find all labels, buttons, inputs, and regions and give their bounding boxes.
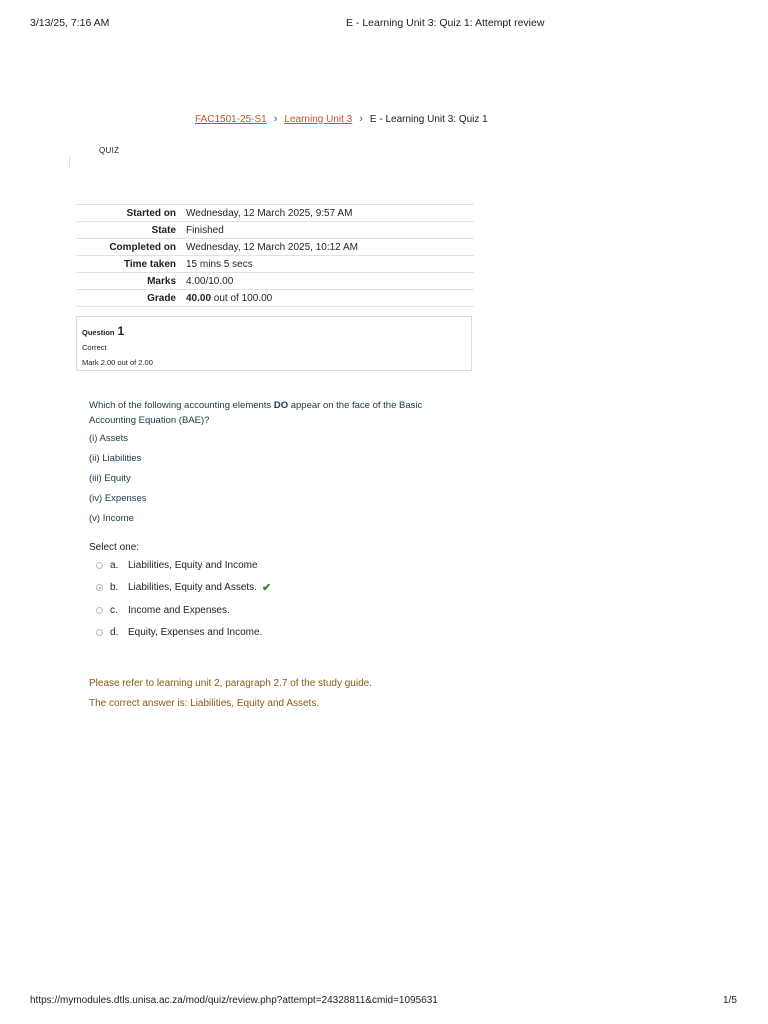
answer-option[interactable] — [96, 558, 271, 572]
breadcrumb — [195, 113, 488, 125]
answer-letter: c. — [110, 604, 118, 616]
summary-value: 4.00/10.00 — [186, 275, 234, 287]
summary-row — [76, 256, 474, 273]
summary-value: 15 mins 5 secs — [186, 258, 253, 270]
question-state: Correct — [82, 343, 107, 352]
breadcrumb-current: E - Learning Unit 3: Quiz 1 — [369, 113, 488, 125]
summary-value: Finished — [186, 224, 224, 236]
print-url: https://mymodules.dtls.unisa.ac.za/mod/quiz/review.php?attempt=24328811&cmid=1095631 — [30, 995, 438, 1006]
summary-row — [76, 222, 474, 239]
question-text: Which of the following accounting elements DO appear on the face of the Basic Accounting Equation (BAE)? — [89, 400, 423, 426]
question-item: (i) Assets — [89, 433, 129, 444]
chevron-right-icon: › — [273, 113, 278, 125]
answer-letter: b. — [110, 582, 119, 593]
question-items — [89, 433, 147, 533]
summary-row — [76, 205, 474, 222]
summary-label: Completed on — [109, 241, 176, 253]
print-page-number: 1/5 — [723, 995, 737, 1006]
summary-label: Grade — [147, 292, 176, 304]
answer-letter: d. — [110, 627, 119, 638]
quiz-icon — [69, 156, 70, 167]
answer-text: Liabilities, Equity and Income — [128, 559, 258, 571]
answer-radio[interactable] — [96, 562, 103, 569]
question-emphasis: DO — [273, 400, 289, 411]
breadcrumb-course-link[interactable]: FAC1501-25-S1 — [195, 113, 267, 125]
question-item: (iv) Expenses — [89, 493, 147, 504]
correct-check-icon: ✔ — [261, 582, 272, 594]
answer-option[interactable] — [96, 603, 271, 617]
attempt-summary-table — [76, 204, 474, 307]
general-feedback: Please refer to learning unit 2, paragraph 2.7 of the study guide. — [89, 678, 372, 689]
question-info — [76, 316, 472, 371]
answer-option[interactable] — [96, 626, 271, 640]
chevron-right-icon: › — [359, 113, 363, 125]
answer-option[interactable] — [96, 581, 271, 595]
question-number: 1 — [117, 324, 125, 338]
breadcrumb-unit-link[interactable]: Learning Unit 3 — [284, 113, 353, 125]
grade-value: 40.00 out of 100.00 — [186, 292, 273, 304]
answer-radio[interactable] — [96, 629, 103, 636]
summary-value: Wednesday, 12 March 2025, 9:57 AM — [186, 207, 353, 219]
question-title: Question — [82, 328, 115, 337]
question-mark: Mark 2.00 out of 2.00 — [82, 358, 153, 367]
right-answer: The correct answer is: Liabilities, Equity and Assets. — [89, 698, 320, 709]
summary-row — [76, 273, 474, 290]
answer-text: Equity, Expenses and Income. — [128, 627, 263, 638]
question-item: (v) Income — [89, 513, 134, 524]
question-item: (ii) Liabilities — [89, 453, 142, 464]
summary-value: Wednesday, 12 March 2025, 10:12 AM — [186, 241, 358, 253]
print-page-title: E - Learning Unit 3: Quiz 1: Attempt review — [346, 17, 545, 29]
summary-label: State — [151, 224, 176, 236]
answer-options — [96, 558, 271, 648]
summary-row-grade — [76, 290, 474, 307]
activity-label: QUIZ — [99, 146, 120, 155]
question-item: (iii) Equity — [89, 473, 131, 484]
select-one-label: Select one: — [89, 542, 140, 553]
answer-text: Liabilities, Equity and Assets. — [128, 582, 257, 593]
summary-label: Started on — [126, 207, 176, 219]
summary-label: Time taken — [123, 258, 176, 270]
print-datetime: 3/13/25, 7:16 AM — [30, 17, 110, 29]
answer-letter: a. — [110, 559, 119, 571]
summary-row — [76, 239, 474, 256]
answer-radio[interactable] — [96, 584, 103, 591]
summary-label: Marks — [147, 275, 176, 287]
answer-text: Income and Expenses. — [128, 604, 230, 616]
answer-radio[interactable] — [96, 607, 103, 614]
